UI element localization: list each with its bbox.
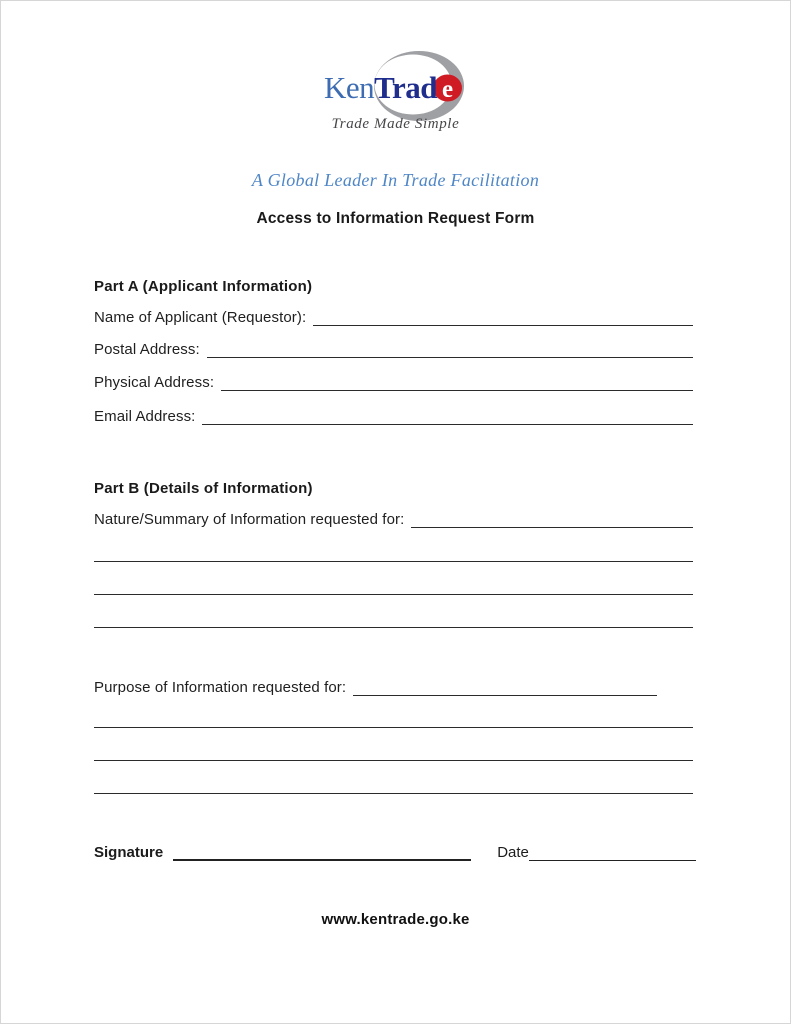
- footer-website: www.kentrade.go.ke: [321, 911, 470, 928]
- logo-text-trad: Trad: [373, 70, 437, 105]
- company-slogan: A Global Leader In Trade Facilitation: [251, 170, 540, 190]
- part-b-heading: Part B (Details of Information): [94, 480, 313, 497]
- nature-writing-line-1[interactable]: [94, 561, 693, 562]
- nature-writing-line-2[interactable]: [94, 594, 693, 595]
- field-row-postal-address: [94, 337, 693, 358]
- purpose-writing-line-2[interactable]: [94, 760, 693, 761]
- name-of-applicant-label: Name of Applicant (Requestor):: [94, 309, 307, 327]
- purpose-blank[interactable]: [353, 695, 657, 696]
- field-row-nature-summary: [94, 507, 693, 528]
- date-blank[interactable]: [529, 860, 696, 861]
- signature-blank[interactable]: [173, 859, 471, 861]
- part-a-heading: Part A (Applicant Information): [94, 278, 313, 295]
- logo-wordmark: [324, 70, 437, 105]
- nature-summary-blank[interactable]: [411, 527, 693, 528]
- physical-address-label: Physical Address:: [94, 374, 215, 392]
- field-row-name-of-applicant: [94, 305, 693, 326]
- email-address-blank[interactable]: [202, 424, 693, 425]
- nature-writing-line-3[interactable]: [94, 627, 693, 628]
- logo-text-e: e: [441, 76, 453, 103]
- purpose-writing-line-3[interactable]: [94, 793, 693, 794]
- postal-address-blank[interactable]: [207, 357, 693, 358]
- postal-address-label: Postal Address:: [94, 341, 200, 359]
- email-address-label: Email Address:: [94, 408, 196, 426]
- field-row-email-address: [94, 404, 693, 425]
- field-row-physical-address: [94, 370, 693, 391]
- logo-tagline: Trade Made Simple: [331, 116, 460, 132]
- signature-date-row: [94, 839, 696, 861]
- physical-address-blank[interactable]: [221, 390, 693, 391]
- form-title: Access to Information Request Form: [256, 210, 535, 227]
- nature-summary-label: Nature/Summary of Information requested for:: [94, 511, 405, 529]
- signature-label: Signature: [94, 844, 164, 862]
- field-row-purpose: [94, 675, 657, 696]
- date-label: Date: [497, 844, 529, 862]
- logo-text-ken: Ken: [323, 70, 374, 105]
- purpose-writing-line-1[interactable]: [94, 727, 693, 728]
- purpose-label: Purpose of Information requested for:: [94, 679, 347, 697]
- name-of-applicant-blank[interactable]: [313, 325, 693, 326]
